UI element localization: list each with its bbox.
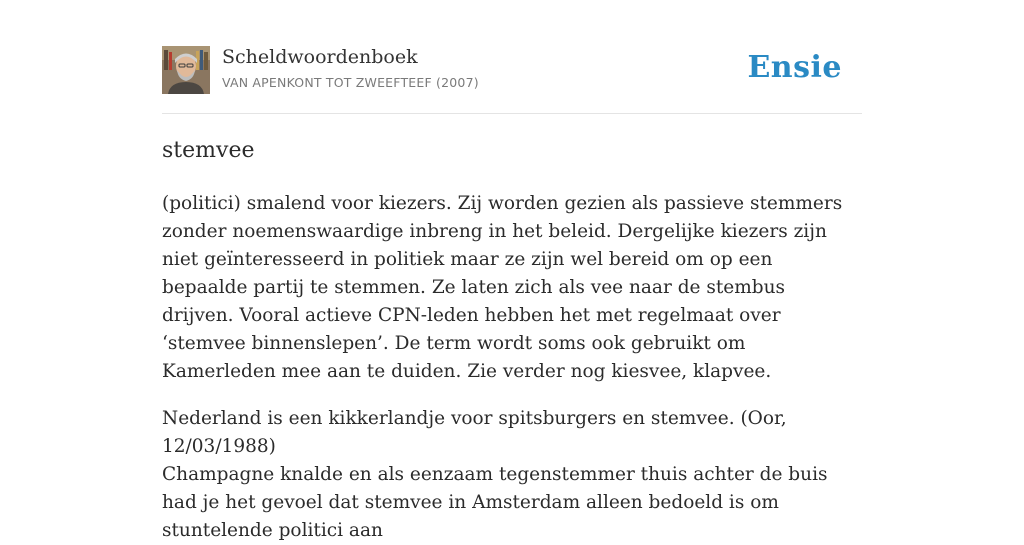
entry-term: stemvee <box>162 138 255 163</box>
source-header <box>162 46 862 96</box>
header-divider <box>162 113 862 114</box>
source-title[interactable]: Scheldwoordenboek <box>222 46 418 68</box>
source-subtitle: VAN APENKONT TOT ZWEEFTEEF (2007) <box>222 75 479 90</box>
entry-definition: (politici) smalend voor kiezers. Zij worden gezien als passieve stemmers zonder noemenswaardige inbreng in het beleid. Dergelijke kiezers zijn niet geïnteresseerd in politiek maar ze zijn wel bereid om op een bepaalde partij te stemmen. Ze laten zich als vee naar de stembus drijven. Vooral actieve CPN-leden hebben het met regelmaat over ‘stemvee binnenslepen’. De term wordt soms ook gebruikt om Kamerleden mee aan te duiden. Zie verder nog kiesvee, klapvee. <box>162 193 843 382</box>
author-avatar-icon[interactable] <box>162 46 210 94</box>
entry-example: Champagne knalde en als eenzaam tegenstemmer thuis achter de buis had je het gevoel dat stemvee in Amsterdam alleen bedoeld is om stuntelende politici aan <box>162 464 828 541</box>
entry-example: Nederland is een kikkerlandje voor spitsburgers en stemvee. (Oor, 12/03/1988) <box>162 408 787 457</box>
brand-logo[interactable]: Ensie <box>747 50 842 85</box>
